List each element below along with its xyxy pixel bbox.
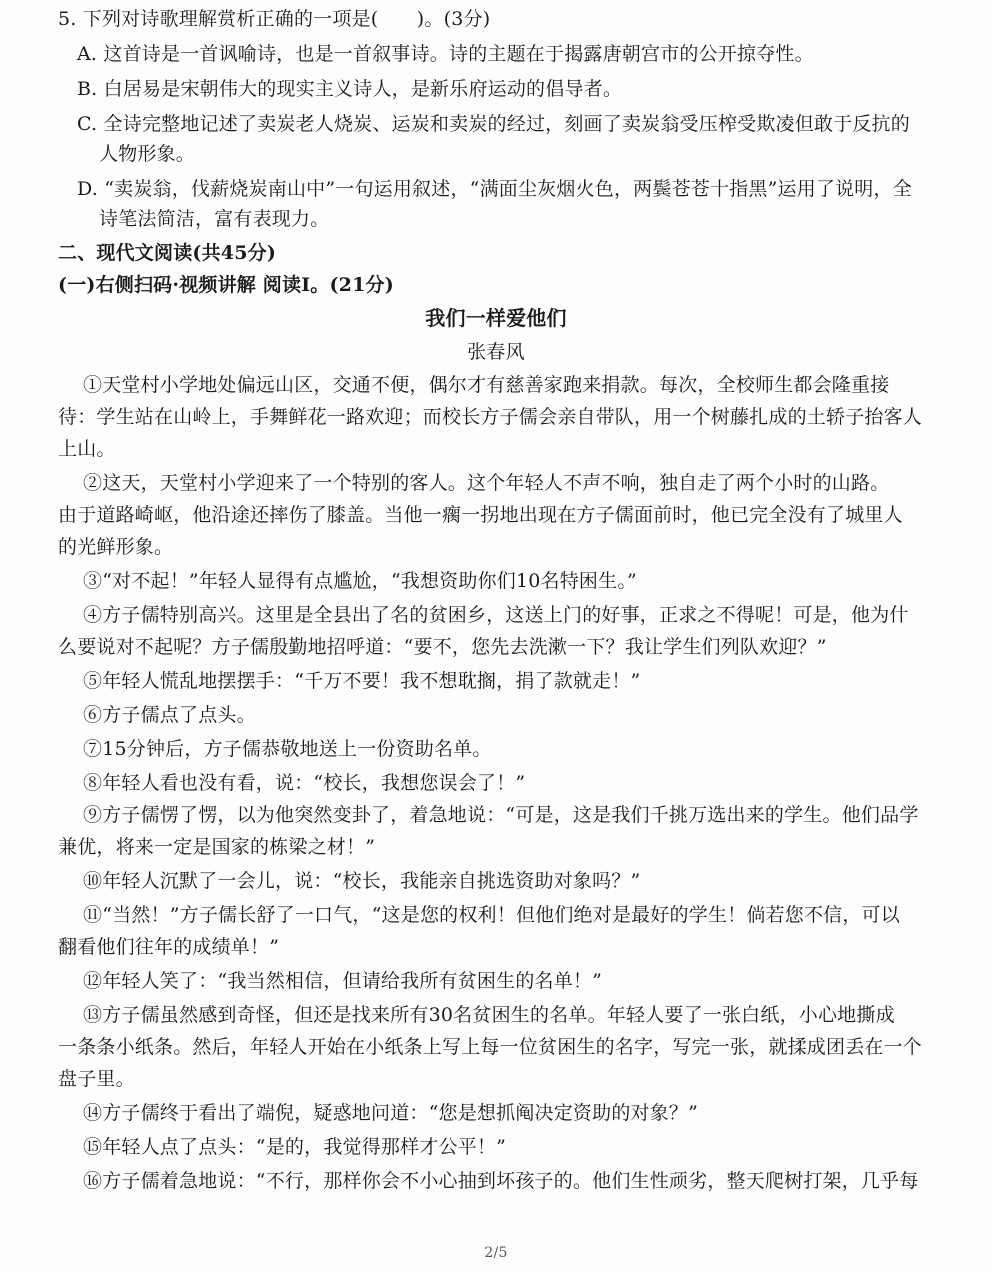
page-number: 2/5 — [484, 1245, 508, 1261]
article-line: ①天堂村小学地处偏远山区，交通不便，偶尔才有慈善家跑来捐款。每次，全校师生都会隆重接 — [83, 374, 890, 396]
question-5-stem: 5. 下列对诗歌理解赏析正确的一项是( )。(3分) — [58, 8, 491, 30]
question-5-option-b: B. 白居易是宋朝伟大的现实主义诗人，是新乐府运动的倡导者。 — [77, 78, 623, 100]
article-line: ②这天，天堂村小学迎来了一个特别的客人。这个年轻人不声不响，独自走了两个小时的山路。 — [83, 472, 890, 494]
article-line: ⑧年轻人看也没有看，说：“校长，我想您误会了！” — [83, 772, 526, 794]
section-heading: 二、现代文阅读(共45分) — [58, 242, 277, 264]
article-line: ⑩年轻人沉默了一会儿，说：“校长，我能亲自挑选资助对象吗？” — [83, 870, 641, 892]
article-line: 上山。 — [58, 438, 116, 460]
question-5-option-c-cont: 人物形象。 — [99, 143, 196, 165]
section-sub-heading: (一)右侧扫码·视频讲解 阅读Ⅰ。(21分) — [58, 274, 394, 296]
article-line: ⑫年轻人笑了：“我当然相信，但请给我所有贫困生的名单！” — [83, 970, 603, 992]
article-line: ⑮年轻人点了点头：“是的，我觉得那样才公平！” — [83, 1136, 507, 1158]
article-line: ④方子儒特别高兴。这里是全县出了名的贫困乡，这送上门的好事，正求之不得呢！可是，他为什 — [83, 604, 909, 626]
article-line: ⑨方子儒愣了愣，以为他突然变卦了，着急地说：“可是，这是我们千挑万选出来的学生。他们品学 — [83, 804, 919, 826]
article-line: ③“对不起！”年轻人显得有点尴尬，“我想资助你们10名特困生。” — [83, 570, 637, 592]
question-5-option-d: D. “卖炭翁，伐薪烧炭南山中”一句运用叙述，“满面尘灰烟火色，两鬓苍苍十指黑”运用了说明，全 — [77, 178, 912, 200]
article-line: 兼优，将来一定是国家的栋梁之材！” — [58, 836, 376, 858]
question-5-option-c: C. 全诗完整地记述了卖炭老人烧炭、运炭和卖炭的经过，刻画了卖炭翁受压榨受欺凌但敢于反抗的 — [77, 113, 910, 135]
article-line: 的光鲜形象。 — [58, 536, 174, 558]
article-line: ⑪“当然！”方子儒长舒了一口气，“这是您的权利！但他们绝对是最好的学生！倘若您不信，可以 — [83, 904, 900, 926]
article-title: 我们一样爱他们 — [425, 306, 567, 330]
article-line: ⑤年轻人慌乱地摆摆手：“千万不要！我不想耽搁，捐了款就走！” — [83, 670, 641, 692]
article-line: ⑦15分钟后，方子儒恭敬地送上一份资助名单。 — [83, 738, 492, 760]
question-5-option-d-cont: 诗笔法简洁，富有表现力。 — [99, 208, 330, 230]
article-line: 由于道路崎岖，他沿途还摔伤了膝盖。当他一瘸一拐地出现在方子儒面前时，他已完全没有了城里人 — [58, 504, 903, 526]
article-line: ⑯方子儒着急地说：“不行，那样你会不小心抽到坏孩子的。他们生性顽劣，整天爬树打架，几乎每 — [83, 1170, 919, 1192]
article-line: ⑭方子儒终于看出了端倪，疑惑地问道：“您是想抓阄决定资助的对象？” — [83, 1102, 699, 1124]
article-line: ⑬方子儒虽然感到奇怪，但还是找来所有30名贫困生的名单。年轻人要了一张白纸，小心地撕成 — [83, 1004, 895, 1026]
article-line: 盘子里。 — [58, 1068, 135, 1090]
article-line: 翻看他们往年的成绩单！” — [58, 936, 280, 958]
article-line: 么要说对不起呢？方子儒殷勤地招呼道：“要不，您先去洗漱一下？我让学生们列队欢迎？” — [58, 636, 827, 658]
article-line: 待：学生站在山岭上，手舞鲜花一路欢迎；而校长方子儒会亲自带队，用一个树藤扎成的土轿子抬客人 — [58, 406, 923, 428]
article-line: 一条条小纸条。然后，年轻人开始在小纸条上写上每一位贫困生的名字，写完一张，就揉成团丢在一个 — [58, 1036, 923, 1058]
article-line: ⑥方子儒点了点头。 — [83, 704, 256, 726]
article-author: 张春风 — [467, 341, 525, 363]
question-5-option-a: A. 这首诗是一首讽喻诗，也是一首叙事诗。诗的主题在于揭露唐朝宫市的公开掠夺性。 — [77, 43, 814, 65]
